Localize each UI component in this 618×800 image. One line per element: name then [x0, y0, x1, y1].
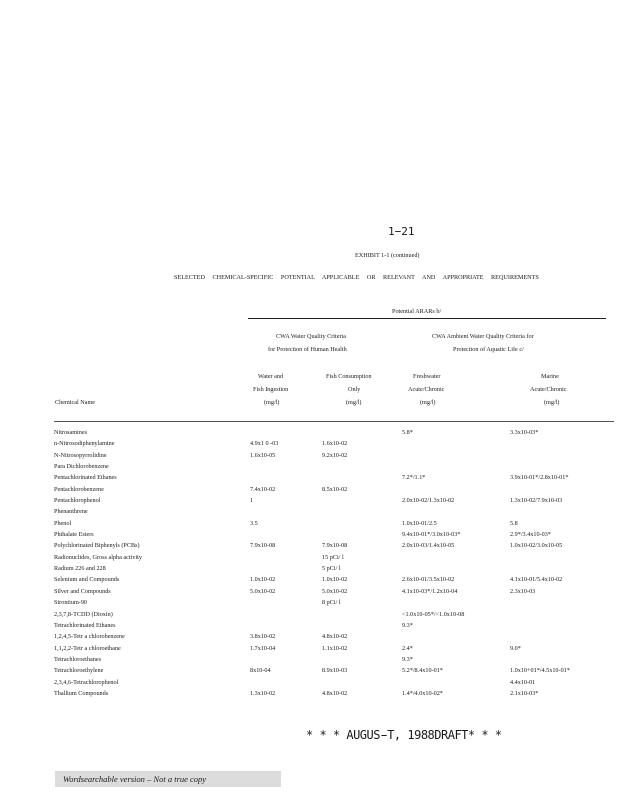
chemical-name-cell: Para Dichlorobenzene — [54, 463, 109, 471]
fish-only-cell: 7.9x10-08 — [322, 542, 348, 550]
arars-label: Potential ARARs b/ — [392, 308, 442, 315]
chemical-name-cell: Phenanthrene — [54, 508, 88, 516]
table-row — [54, 474, 614, 485]
col-header-fish-only-1: Fish Consumption — [326, 373, 372, 380]
marine-cell: 5.8 — [510, 519, 518, 527]
chemical-name-cell: 2,3,4,6-Tetrachlorophenol — [54, 678, 119, 686]
col-header-freshwater-1: Freshwater — [413, 373, 441, 380]
water-fish-cell — [250, 599, 322, 610]
chemical-name-cell: Phenol — [54, 519, 72, 527]
table-row — [54, 656, 614, 667]
table-row — [54, 452, 614, 463]
chemical-name-cell: n-Nitrosodiphenylamine — [54, 440, 115, 448]
fish-only-cell: 1.0x10-02 — [322, 576, 348, 584]
chemical-name-cell: Strontium-90 — [54, 599, 88, 607]
table-row — [54, 429, 614, 440]
freshwater-cell: 2.6x10-01/3.5x10-02 — [402, 576, 455, 584]
table-row — [54, 667, 614, 678]
marine-cell — [510, 611, 614, 622]
fish-only-cell: 9.2x10-02 — [322, 451, 348, 459]
table-row — [54, 599, 614, 610]
col-header-freshwater-2: Acute/Chronic — [408, 386, 445, 393]
chemical-name-cell: Pentachlorinated Ethanes — [54, 474, 117, 482]
chemical-name-cell: 1,1,2,2-Tetr a chloroethane — [54, 644, 121, 652]
water-fish-cell — [250, 565, 322, 576]
col-header-water-fish-3: (mg/l) — [264, 399, 280, 406]
water-fish-cell: 7.4x10-02 — [250, 485, 276, 493]
water-fish-cell — [250, 429, 322, 440]
fish-only-cell — [322, 429, 402, 440]
marine-cell — [510, 656, 614, 667]
table-row — [54, 633, 614, 644]
freshwater-cell — [402, 486, 510, 497]
fish-only-cell: 5 pCi/ l — [322, 565, 341, 573]
water-fish-cell — [250, 474, 322, 485]
freshwater-cell: 2.0x10-03/1.4x10-05 — [402, 542, 455, 550]
water-fish-cell — [250, 611, 322, 622]
cwa-aquatic-life-line2: Protection of Aquatic Life c/ — [453, 346, 524, 353]
chemical-name-cell: Silver and Compounds — [54, 587, 111, 595]
marine-cell: 1.3x10-02/7.9x10-03 — [510, 497, 563, 505]
page-number: 1−21 — [388, 225, 415, 238]
marine-cell: 3.3x10-03* — [510, 429, 539, 436]
water-fish-cell: 3.5 — [250, 519, 258, 527]
table-row — [54, 690, 614, 701]
fish-only-cell — [322, 508, 402, 519]
fish-only-cell: 15 pCi/ l — [322, 553, 344, 561]
cwa-aquatic-life-line1: CWA Ambient Water Quality Criteria for — [432, 333, 534, 340]
chemical-name-cell: Tetrachloroethanes — [54, 655, 101, 663]
freshwater-cell — [402, 554, 510, 565]
col-header-marine-3: (mg/l) — [544, 399, 560, 406]
main-title: SELECTED CHEMICAL-SPECIFIC POTENTIAL APPLICABLE OR RELEVANT AND APPROPRIATE REQUIREMENTS — [174, 274, 539, 281]
table-row — [54, 565, 614, 576]
water-fish-cell — [250, 656, 322, 667]
water-fish-cell — [250, 622, 322, 633]
table-row — [54, 486, 614, 497]
fish-only-cell: 4.8x10-02 — [322, 633, 348, 641]
fish-only-cell — [322, 622, 402, 633]
fish-only-cell: 4.8x10-02 — [322, 689, 348, 697]
chemical-name-cell: 2,3,7,8-TCDD (Dioxin) — [54, 610, 113, 618]
fish-only-cell — [322, 463, 402, 474]
chemical-table — [54, 429, 614, 701]
table-row — [54, 588, 614, 599]
fish-only-cell — [322, 531, 402, 542]
freshwater-cell: 9.3* — [402, 655, 413, 663]
freshwater-cell: 2.0x10-02/1.3x10-02 — [402, 497, 455, 505]
table-row — [54, 440, 614, 451]
water-fish-cell — [250, 463, 322, 474]
freshwater-cell: 4.1x10-03*/1.2x10-04 — [402, 587, 458, 595]
water-fish-cell: 7.9x10-08 — [250, 542, 276, 550]
table-row — [54, 622, 614, 633]
freshwater-cell — [402, 452, 510, 463]
col-header-marine-2: Acute/Chronic — [530, 386, 567, 393]
header-rule — [248, 318, 606, 319]
table-row — [54, 576, 614, 587]
freshwater-cell: 9.4x10-01*/3.0x10-03* — [402, 531, 461, 539]
freshwater-cell: 5.8* — [402, 429, 413, 436]
water-fish-cell — [250, 508, 322, 519]
draft-stamp: * * * AUGUS̵T, 1988DRAFT* * * — [306, 728, 502, 742]
marine-cell: 4.4x10-01 — [510, 678, 536, 686]
freshwater-cell — [402, 463, 510, 474]
fish-only-cell: 8 pCi/ l — [322, 599, 341, 607]
table-row — [54, 531, 614, 542]
water-fish-cell — [250, 554, 322, 565]
table-row — [54, 679, 614, 690]
water-fish-cell — [250, 531, 322, 542]
water-fish-cell: 1 — [250, 497, 254, 505]
marine-cell: 1.0x10-02/3.0x10-05 — [510, 542, 563, 550]
exhibit-title: EXHIBIT 1-1 (continued) — [355, 252, 420, 259]
freshwater-cell — [402, 679, 510, 690]
fish-only-cell: 5.0x10-02 — [322, 587, 348, 595]
col-header-water-fish-1: Water and — [258, 373, 284, 380]
water-fish-cell: 5.0x10-02 — [250, 587, 276, 595]
col-header-fish-only-3: (mg/l) — [346, 399, 362, 406]
watermark-banner: Wordsearchable version – Not a true copy — [55, 771, 281, 787]
marine-cell — [510, 440, 614, 451]
table-rule — [54, 421, 614, 422]
water-fish-cell: 1.6x10-05 — [250, 451, 276, 459]
freshwater-cell — [402, 633, 510, 644]
fish-only-cell: 1.6x10-02 — [322, 440, 348, 448]
fish-only-cell: 8.9x10-03 — [322, 667, 348, 675]
freshwater-cell — [402, 440, 510, 451]
marine-cell: 9.0* — [510, 644, 521, 652]
water-fish-cell: 1.3x10-02 — [250, 689, 276, 697]
chemical-name-cell: Radionuclides, Gross alpha activity — [54, 553, 142, 561]
col-header-fish-only-2: Only — [348, 386, 361, 393]
chemical-name-cell: Pentachlorophenol — [54, 497, 101, 505]
marine-cell — [510, 452, 614, 463]
water-fish-cell: 1.0x10-02 — [250, 576, 276, 584]
fish-only-cell — [322, 679, 402, 690]
marine-cell — [510, 554, 614, 565]
chemical-name-cell: Nitrosamines — [54, 429, 87, 436]
freshwater-cell — [402, 599, 510, 610]
freshwater-cell — [402, 565, 510, 576]
freshwater-cell: 7.2*/1.1* — [402, 474, 426, 482]
marine-cell: 2.9*/3.4x10-03* — [510, 531, 551, 539]
chemical-name-cell: Pentachlorobenzene — [54, 485, 104, 493]
water-fish-cell: 1.7x10-04 — [250, 644, 276, 652]
col-header-marine-1: Marine — [541, 373, 559, 380]
table-row — [54, 463, 614, 474]
table-row — [54, 554, 614, 565]
marine-cell: 2.1x10-03* — [510, 689, 539, 697]
table-row — [54, 520, 614, 531]
freshwater-cell: 9.3* — [402, 621, 413, 629]
freshwater-cell: 2.4* — [402, 644, 413, 652]
freshwater-cell: 1.0x10-01/2.5 — [402, 519, 437, 527]
chemical-name-cell: Phthalate Esters — [54, 531, 94, 539]
marine-cell: 3.9x10-01*/2.8x10-01* — [510, 474, 569, 482]
chemical-name-cell: 1,2,4,5-Tetr a chlorobenzene — [54, 633, 125, 641]
freshwater-cell: 1.4*/4.0x10-02* — [402, 689, 443, 697]
marine-cell: 1.0x10+01*/4.5x10-01* — [510, 667, 570, 675]
fish-only-cell — [322, 497, 402, 508]
table-row — [54, 611, 614, 622]
marine-cell: 2.3x10-03 — [510, 587, 536, 595]
water-fish-cell: 4.9x1 0 -03 — [250, 440, 279, 448]
fish-only-cell: 1.1x10-02 — [322, 644, 348, 652]
fish-only-cell: 8.5x10-02 — [322, 485, 348, 493]
chemical-name-cell: Tetrachloroethylene — [54, 667, 104, 675]
table-row — [54, 497, 614, 508]
table-row — [54, 508, 614, 519]
marine-cell — [510, 565, 614, 576]
fish-only-cell — [322, 656, 402, 667]
chemical-name-cell: Polychlorinated Biphenyls (PCBs) — [54, 542, 140, 550]
water-fish-cell: 3.8x10-02 — [250, 633, 276, 641]
chemical-name-cell: Selenium and Compounds — [54, 576, 120, 584]
freshwater-cell: 5.2*/8.4x10-01* — [402, 667, 443, 675]
table-row — [54, 645, 614, 656]
marine-cell — [510, 633, 614, 644]
chemical-name-header: Chemical Name — [55, 399, 96, 406]
chemical-name-cell: N-Nitrosopyrrolidine — [54, 451, 107, 459]
chemical-name-cell: Tetrachlorinated Ethanes — [54, 621, 116, 629]
col-header-water-fish-2: Fish Ingestion — [253, 386, 289, 393]
fish-only-cell — [322, 474, 402, 485]
fish-only-cell — [322, 520, 402, 531]
chemical-name-cell: Radium 226 and 228 — [54, 565, 106, 573]
marine-cell — [510, 508, 614, 519]
cwa-human-health-line2: for Protection of Human Health — [268, 346, 347, 353]
table-row — [54, 542, 614, 553]
freshwater-cell — [402, 508, 510, 519]
water-fish-cell — [250, 679, 322, 690]
water-fish-cell: 8x10-04 — [250, 667, 271, 675]
freshwater-cell: <1.0x10-05*/<1.0x10-08 — [402, 610, 465, 618]
fish-only-cell — [322, 611, 402, 622]
marine-cell — [510, 463, 614, 474]
cwa-human-health-line1: CWA Water Quality Criteria — [276, 333, 347, 340]
marine-cell: 4.1x10-01/5.4x10-02 — [510, 576, 563, 584]
col-header-freshwater-3: (mg/l) — [420, 399, 436, 406]
marine-cell — [510, 599, 614, 610]
marine-cell — [510, 622, 614, 633]
chemical-name-cell: Thallium Compounds — [54, 689, 109, 697]
marine-cell — [510, 486, 614, 497]
